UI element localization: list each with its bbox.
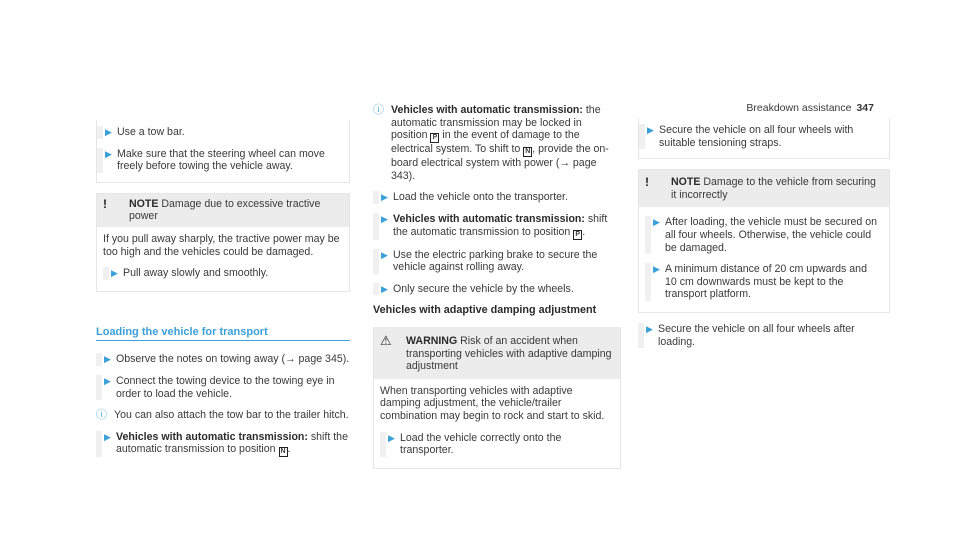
step-item: ▶ After loading, the vehicle must be secured on all four wheels. Otherwise, the vehicle could be damaged. bbox=[645, 216, 881, 254]
info-item: ⓘ Vehicles with automatic transmission: the automatic transmission may be locked in position P in the event of damage to the electrical system. To shift to N , provide the on-board electrical system with power (→ page 343). bbox=[373, 104, 609, 182]
note-header bbox=[97, 194, 349, 227]
arrow-right-icon: ▶ bbox=[381, 283, 388, 294]
page-header bbox=[746, 102, 874, 115]
arrow-right-icon: ▶ bbox=[653, 264, 660, 275]
warning-title: Risk of an accident when transporting vehicles with adaptive damping adjustment bbox=[406, 334, 612, 373]
warning-text: When transporting vehicles with adaptive damping adjustment, the vehicle/trailer combination may begin to rock and start to skid. bbox=[380, 384, 605, 422]
step-item: ▶ Only secure the vehicle by the wheels. bbox=[373, 283, 621, 296]
top-step-box bbox=[638, 118, 890, 159]
arrow-right-icon: ▶ bbox=[104, 375, 111, 386]
step-item: ▶ Make sure that the steering wheel can move freely before towing the vehicle away. bbox=[97, 148, 341, 173]
column-3 bbox=[638, 118, 890, 357]
gear-key-p: P bbox=[573, 230, 582, 240]
arrow-right-icon: ▶ bbox=[381, 213, 388, 224]
column-1 bbox=[96, 120, 350, 466]
note-title: Damage to the vehicle from securing it incorrectly bbox=[671, 176, 876, 201]
column-2 bbox=[373, 104, 621, 469]
step-item: ▶ Pull away slowly and smoothly. bbox=[103, 267, 341, 280]
note-label: NOTE bbox=[129, 197, 159, 210]
top-steps-box bbox=[96, 120, 350, 183]
note-box bbox=[638, 169, 890, 313]
gear-key-n: N bbox=[525, 148, 531, 156]
gear-key-n: N bbox=[280, 448, 286, 456]
step-item: ▶ Use a tow bar. bbox=[97, 126, 341, 139]
warning-label: WARNING bbox=[406, 334, 458, 347]
warning-triangle-icon: ⚠ bbox=[380, 332, 392, 348]
step-item: ▶ Observe the notes on towing away (→ page 345). bbox=[96, 353, 350, 366]
note-box bbox=[96, 193, 350, 292]
arrow-right-icon: ▶ bbox=[646, 323, 653, 334]
note-label: NOTE bbox=[671, 176, 701, 189]
info-icon: ⓘ bbox=[96, 409, 107, 422]
step-item: ▶ Vehicles with automatic transmission: shift the automatic transmission to position N . bbox=[96, 431, 350, 458]
arrow-right-icon: ▶ bbox=[105, 148, 112, 159]
step-item: ▶ Connect the towing device to the towing eye in order to load the vehicle. bbox=[96, 375, 350, 400]
subheading: Vehicles with adaptive damping adjustment bbox=[373, 304, 597, 317]
info-icon: ⓘ bbox=[373, 104, 384, 116]
exclamation-icon: ! bbox=[645, 175, 649, 190]
note-text: If you pull away sharply, the tractive power may be too high and the vehicles could be damaged. bbox=[103, 232, 340, 258]
step-item: ▶ Vehicles with automatic transmission: shift the automatic transmission to position P . bbox=[373, 213, 621, 240]
arrow-right-icon: ▶ bbox=[388, 432, 395, 443]
step-item: ▶ Use the electric parking brake to secure the vehicle against rolling away. bbox=[373, 249, 621, 274]
step-item: ▶ A minimum distance of 20 cm upwards and 10 cm downwards must be kept to the transport platform. bbox=[645, 263, 881, 301]
section-title: Loading the vehicle for transport bbox=[96, 326, 350, 342]
note-body bbox=[97, 227, 349, 291]
header-title: Breakdown assistance bbox=[746, 102, 852, 114]
step-item: ▶ Load the vehicle onto the transporter. bbox=[373, 191, 621, 204]
gear-key-p: P bbox=[430, 133, 439, 143]
note-title: Damage due to excessive tractive power bbox=[129, 197, 321, 223]
arrow-right-icon: ▶ bbox=[104, 431, 111, 442]
warning-body bbox=[374, 379, 620, 468]
step-item: ▶ Secure the vehicle on all four wheels with suitable tensioning straps. bbox=[639, 124, 881, 149]
step-item: ▶ Secure the vehicle on all four wheels after loading. bbox=[638, 323, 890, 348]
arrow-right-icon: ▶ bbox=[381, 249, 388, 260]
step-item: ▶ Load the vehicle correctly onto the transporter. bbox=[380, 432, 612, 457]
arrow-right-icon: ▶ bbox=[653, 217, 660, 228]
arrow-right-icon: ▶ bbox=[381, 192, 388, 203]
warning-box bbox=[373, 327, 621, 469]
warning-header bbox=[374, 327, 620, 379]
note-header bbox=[639, 170, 889, 207]
note-body bbox=[639, 207, 889, 312]
page-number: 347 bbox=[856, 102, 874, 114]
arrow-right-icon: ▶ bbox=[104, 354, 111, 365]
arrow-right-icon: ▶ bbox=[111, 268, 118, 279]
arrow-right-icon: ▶ bbox=[647, 125, 654, 135]
exclamation-icon: ! bbox=[103, 196, 107, 211]
arrow-right-icon: ▶ bbox=[105, 127, 112, 137]
info-item: ⓘ You can also attach the tow bar to the trailer hitch. bbox=[96, 409, 349, 422]
